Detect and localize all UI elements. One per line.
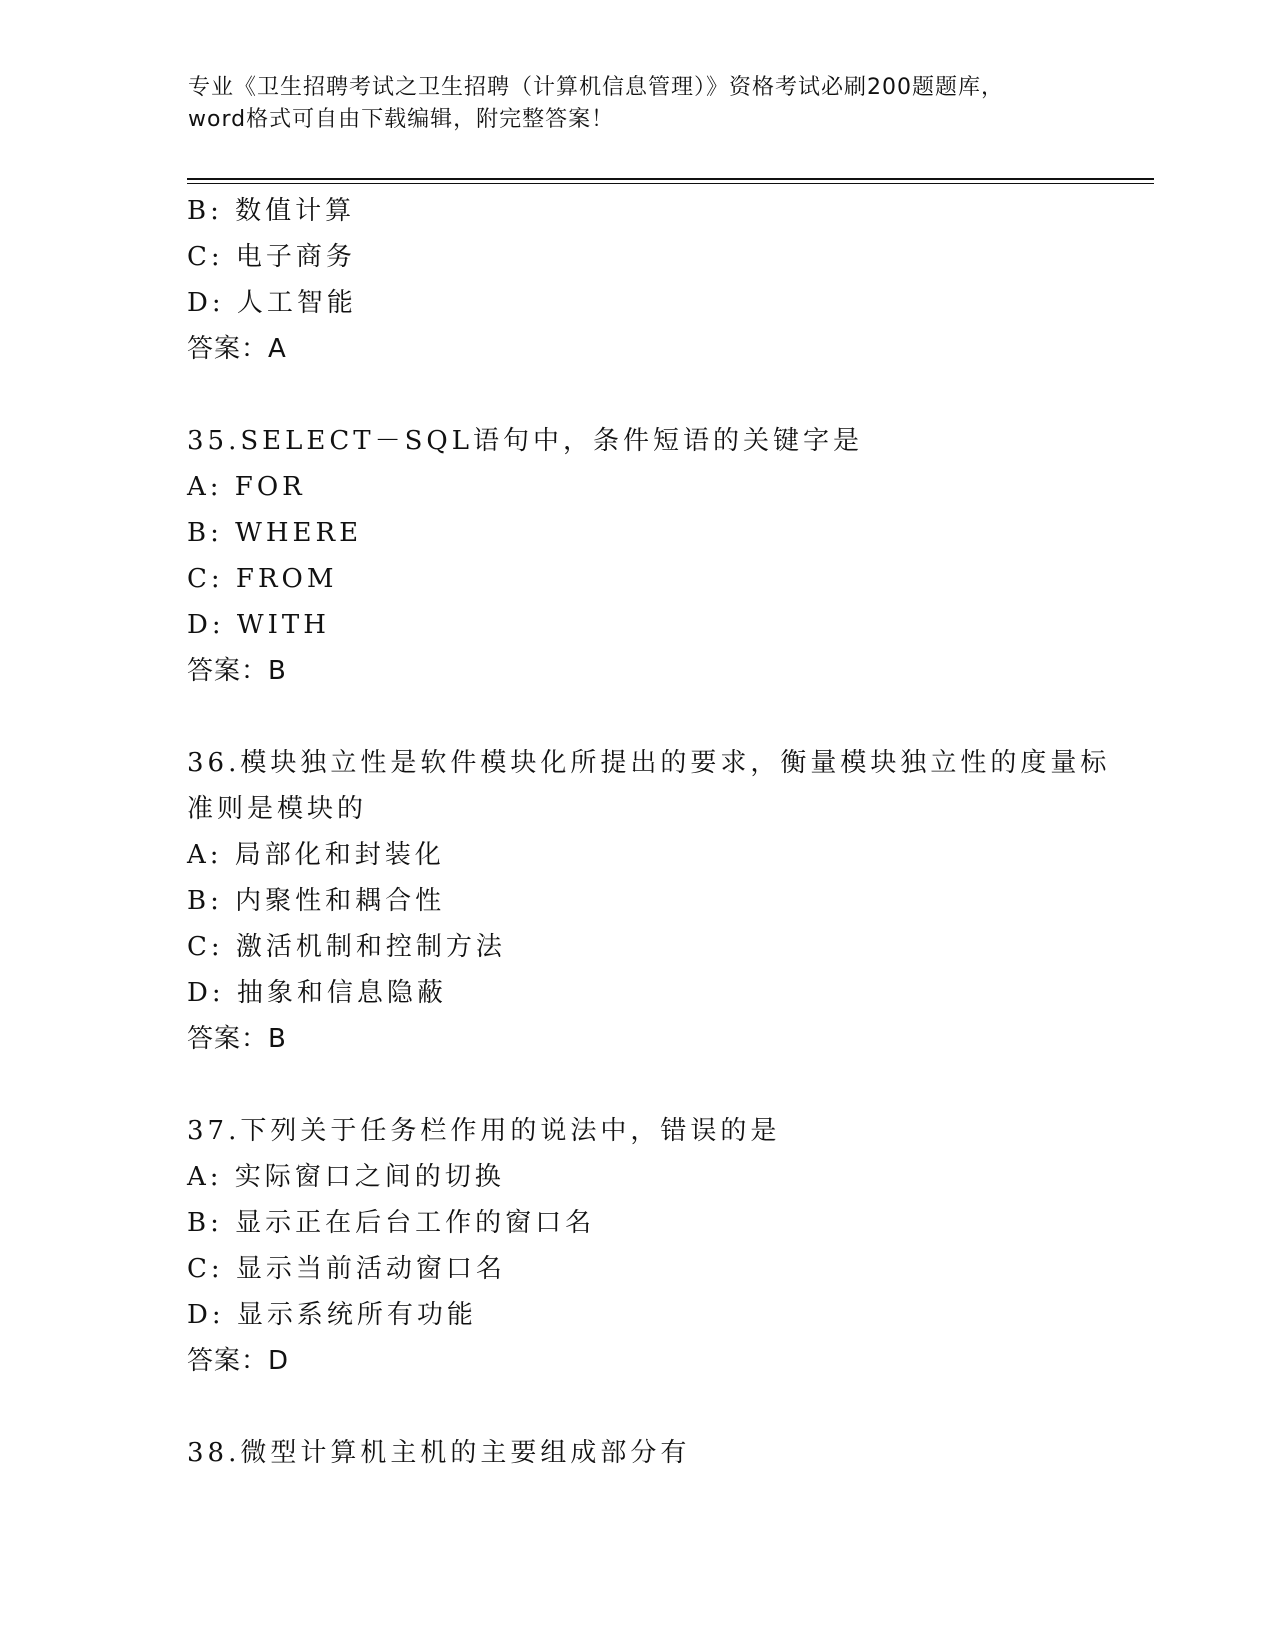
question-stem: 35.SELECT－SQL语句中，条件短语的关键字是 [187, 426, 864, 456]
spacer [187, 1062, 1107, 1108]
option-d: D: 显示系统所有功能 [187, 1300, 477, 1330]
option-a: A: 局部化和封装化 [187, 840, 445, 870]
option-c: C: 激活机制和控制方法 [187, 932, 506, 962]
spacer [187, 1384, 1107, 1430]
question-stem-continued: 准则是模块的 [187, 794, 368, 824]
option-d: D: 人工智能 [187, 288, 357, 318]
header-title-line-1: 专业《卫生招聘考试之卫生招聘（计算机信息管理）》资格考试必刷200题题库， [188, 75, 1004, 100]
option-a: A: FOR [187, 472, 306, 502]
answer-line: 答案：B [187, 1024, 287, 1054]
option-b: B: 显示正在后台工作的窗口名 [187, 1208, 596, 1238]
question-37 [187, 1108, 1107, 1384]
question-stem: 37.下列关于任务栏作用的说法中，错误的是 [187, 1116, 781, 1146]
answer-line: 答案：D [187, 1346, 290, 1376]
option-c: C: 显示当前活动窗口名 [187, 1254, 506, 1284]
question-36 [187, 740, 1111, 1062]
option-c: C: 电子商务 [187, 242, 356, 272]
option-b: B: 内聚性和耦合性 [187, 886, 446, 916]
option-d: D: 抽象和信息隐蔽 [187, 978, 447, 1008]
question-35 [187, 418, 1107, 694]
header-rule-thick [187, 178, 1154, 180]
option-d: D: WITH [187, 610, 330, 640]
option-b: B: 数值计算 [187, 196, 356, 226]
document-header [188, 72, 1088, 136]
question-stem: 38.微型计算机主机的主要组成部分有 [187, 1438, 691, 1468]
header-title-line-2: word格式可自由下载编辑，附完整答案！ [188, 107, 615, 132]
question-stem: 36.模块独立性是软件模块化所提出的要求，衡量模块独立性的度量标 [187, 748, 1111, 778]
option-c: C: FROM [187, 564, 338, 594]
option-a: A: 实际窗口之间的切换 [187, 1162, 505, 1192]
answer-line: 答案：A [187, 334, 287, 364]
question-list [187, 188, 1111, 1476]
header-rule-thin [187, 183, 1154, 184]
spacer [187, 694, 1107, 740]
option-b: B: WHERE [187, 518, 363, 548]
spacer [187, 372, 1107, 418]
question-34-continued [187, 188, 1107, 372]
answer-line: 答案：B [187, 656, 287, 686]
question-38 [187, 1430, 1107, 1476]
